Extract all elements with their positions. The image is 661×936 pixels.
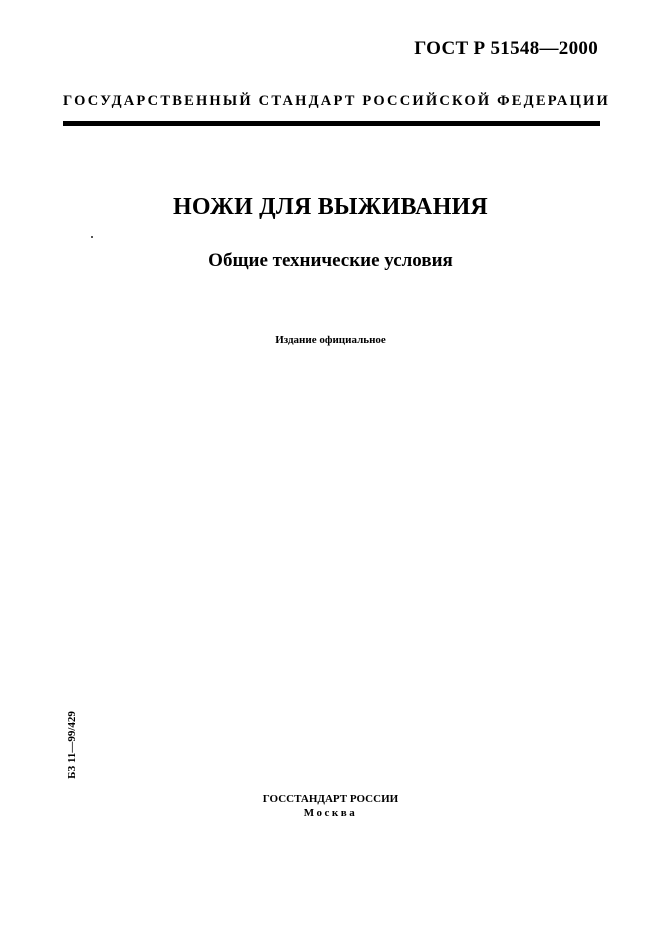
gost-number: ГОСТ Р 51548—2000 xyxy=(414,38,598,59)
publication-city: Москва xyxy=(303,807,358,819)
scan-speck xyxy=(91,236,93,238)
header-rule xyxy=(63,121,600,126)
document-subtitle: Общие технические условия xyxy=(208,250,453,271)
side-catalog-code: БЗ 11—99/429 xyxy=(66,711,78,779)
edition-note: Издание официальное xyxy=(275,334,386,346)
publisher: ГОССТАНДАРТ РОССИИ xyxy=(262,793,399,805)
state-standard-heading: ГОСУДАРСТВЕННЫЙ СТАНДАРТ РОССИЙСКОЙ ФЕДЕРАЦИИ xyxy=(63,93,611,109)
document-title: НОЖИ ДЛЯ ВЫЖИВАНИЯ xyxy=(173,194,488,220)
